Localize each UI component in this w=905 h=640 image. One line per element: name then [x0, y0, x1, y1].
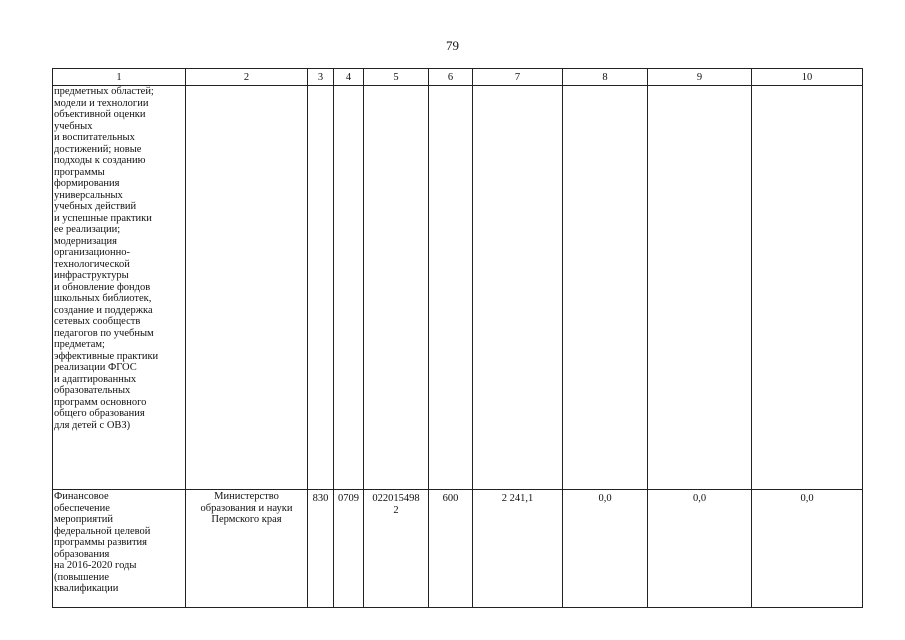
amount-cell: 0,0: [752, 490, 863, 608]
amount-cell: [752, 86, 863, 490]
column-header: 8: [563, 69, 648, 86]
expense-type-cell: [429, 86, 473, 490]
amount-cell: [473, 86, 563, 490]
column-header: 3: [308, 69, 334, 86]
amount-cell: 0,0: [563, 490, 648, 608]
amount-cell: [648, 86, 752, 490]
column-header: 1: [53, 69, 186, 86]
budget-table: [52, 68, 863, 608]
column-header: 9: [648, 69, 752, 86]
column-header: 7: [473, 69, 563, 86]
column-header: 5: [364, 69, 429, 86]
activity-description-cell: Финансовое обеспечение мероприятий федеральной целевой программы развития образования на 2016-2020 годы (повышение квалификации: [53, 490, 186, 608]
code-cell: [308, 86, 334, 490]
section-cell: [334, 86, 364, 490]
table-row: [53, 490, 863, 608]
code-cell: 830: [308, 490, 334, 608]
target-article-cell: 022015498 2: [364, 490, 429, 608]
column-header: 4: [334, 69, 364, 86]
amount-cell: [563, 86, 648, 490]
target-article-cell: [364, 86, 429, 490]
column-header: 2: [186, 69, 308, 86]
table-row: [53, 86, 863, 490]
activity-description-cell: предметных областей; модели и технологии объективной оценки учебных и воспитательных достижений; новые подходы к созданию программы формирования универсальных учебных действий и успешные практики ее реализации; модернизация организационно- технологической инфраструктуры и обновление фондов школьных библиотек, создание и поддержка сетевых сообществ педагогов по учебным предметам; эффективные практики реализации ФГОС и адаптированных образовательных программ основного общего образования для детей с ОВЗ): [53, 86, 186, 490]
executor-cell: [186, 86, 308, 490]
amount-cell: 0,0: [648, 490, 752, 608]
expense-type-cell: 600: [429, 490, 473, 608]
table-header-row: [53, 69, 863, 86]
column-header: 6: [429, 69, 473, 86]
executor-cell: Министерство образования и науки Пермского края: [186, 490, 308, 608]
amount-cell: 2 241,1: [473, 490, 563, 608]
column-header: 10: [752, 69, 863, 86]
page-number: 79: [446, 38, 459, 53]
section-cell: 0709: [334, 490, 364, 608]
